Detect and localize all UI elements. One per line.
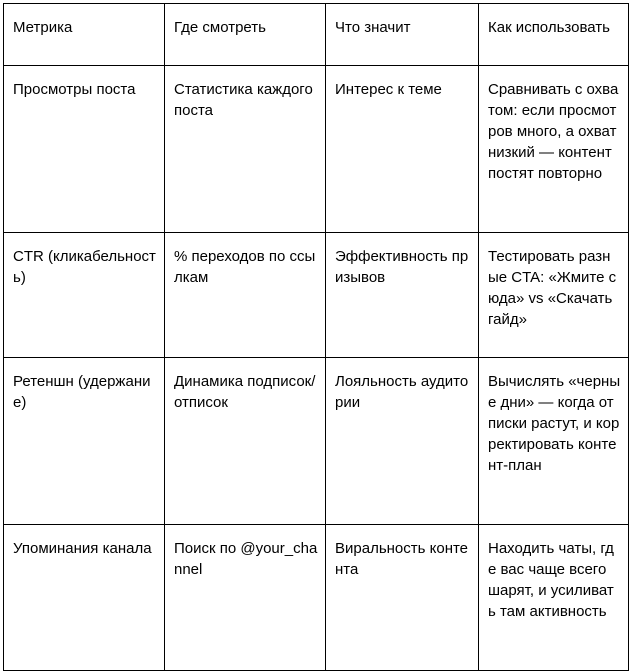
table-row	[4, 358, 629, 525]
cell-where: Поиск по @your_channel	[165, 525, 326, 671]
cell-metric: Просмотры поста	[4, 66, 165, 233]
metrics-table	[3, 3, 629, 671]
cell-usage: Вычислять «черные дни» — когда отписки растут, и корректировать контент-план	[479, 358, 629, 525]
header-cell-meaning: Что значит	[326, 4, 479, 66]
cell-meaning: Интерес к теме	[326, 66, 479, 233]
table-row	[4, 66, 629, 233]
cell-where: Динамика подписок/отписок	[165, 358, 326, 525]
cell-where: % переходов по ссылкам	[165, 233, 326, 358]
cell-meaning: Эффективность призывов	[326, 233, 479, 358]
table-row	[4, 233, 629, 358]
cell-metric: Упоминания канала	[4, 525, 165, 671]
cell-usage: Находить чаты, где вас чаще всего шарят, и усиливать там активность	[479, 525, 629, 671]
table-row	[4, 525, 629, 671]
table-header-row	[4, 4, 629, 66]
header-cell-metric: Метрика	[4, 4, 165, 66]
cell-meaning: Виральность контента	[326, 525, 479, 671]
cell-usage: Тестировать разные CTA: «Жмите сюда» vs «Скачать гайд»	[479, 233, 629, 358]
header-cell-usage: Как использовать	[479, 4, 629, 66]
cell-metric: Ретеншн (удержание)	[4, 358, 165, 525]
cell-meaning: Лояльность аудитории	[326, 358, 479, 525]
header-cell-where: Где смотреть	[165, 4, 326, 66]
cell-metric: CTR (кликабельность)	[4, 233, 165, 358]
cell-where: Статистика каждого поста	[165, 66, 326, 233]
cell-usage: Сравнивать с охватом: если просмотров много, а охват низкий — контент постят повторно	[479, 66, 629, 233]
